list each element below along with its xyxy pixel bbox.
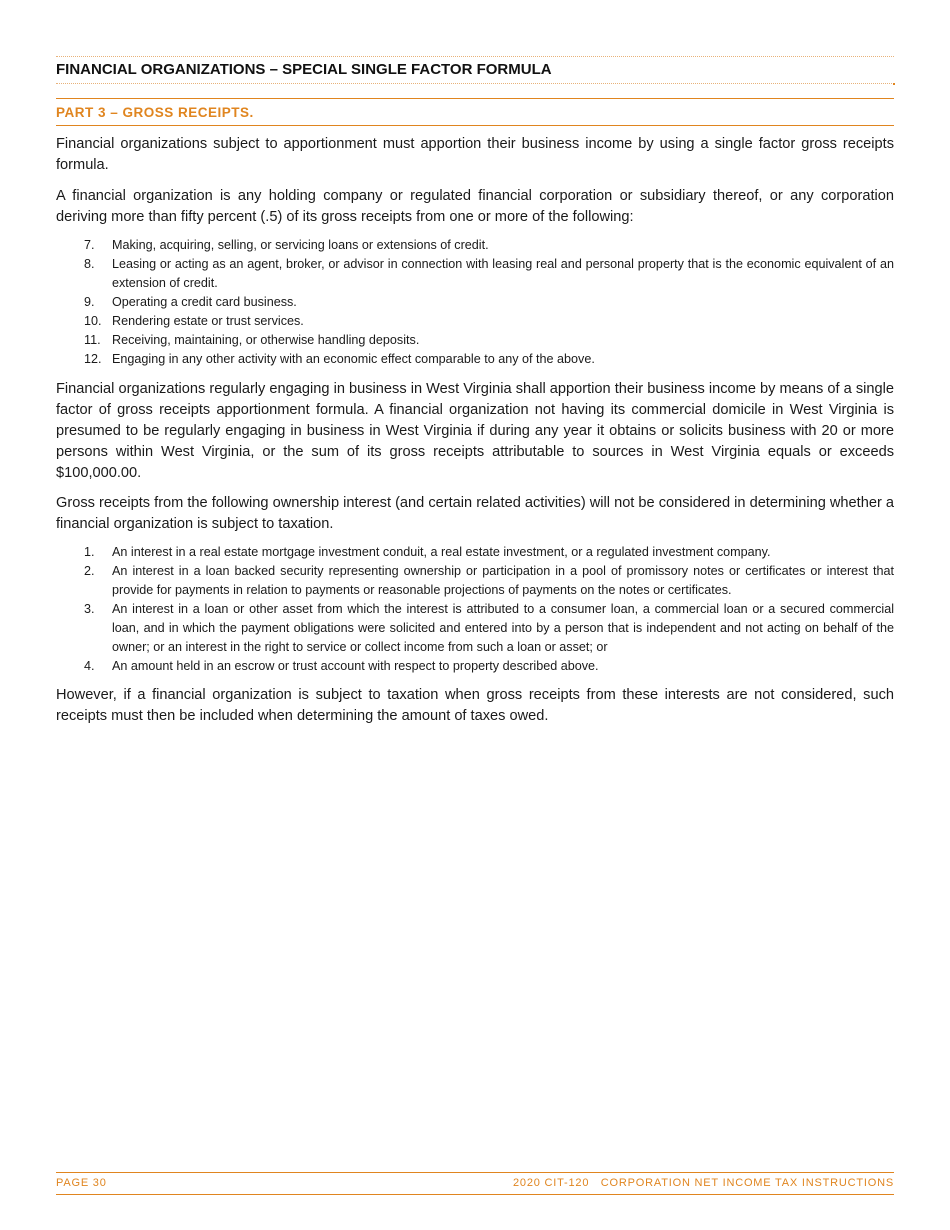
- part-header: [56, 98, 894, 126]
- list-item-text: An interest in a loan or other asset from which the interest is attributed to a consumer loan, a commercial loan or a secured commercial loan, and in which the payment obligations were solicited and entered into by a person that is independent and not acting on behalf of the owner; or an interest in the right to service or collect income from such a loan or asset; or: [112, 602, 894, 654]
- paragraph-apportionment: Financial organizations subject to apportionment must apportion their business income by using a single factor gross receipts formula.: [56, 136, 894, 173]
- list-item: [56, 657, 894, 676]
- list-item-number: 8.: [84, 257, 95, 271]
- header-accent-dot: [893, 83, 895, 85]
- list-item-number: 7.: [84, 238, 95, 252]
- list-item: [56, 562, 894, 600]
- list-item-text: Making, acquiring, selling, or servicing loans or extensions of credit.: [112, 238, 489, 252]
- list-item: [56, 255, 894, 293]
- list-item-text: Receiving, maintaining, or otherwise handling deposits.: [112, 333, 420, 347]
- list-item-text: Rendering estate or trust services.: [112, 314, 304, 328]
- section-header: [56, 56, 894, 84]
- document-page: [56, 0, 894, 1230]
- paragraph-definition: A financial organization is any holding company or regulated financial corporation or subsidiary thereof, or any corporation deriving more than fifty percent (.5) of its gross receipts from one or more of the following:: [56, 188, 894, 225]
- list-item-number: 1.: [84, 545, 95, 559]
- document-title: 2020 CIT-120 CORPORATION NET INCOME TAX INSTRUCTIONS: [512, 1177, 894, 1189]
- list-item: [56, 293, 894, 312]
- activities-list: [56, 236, 894, 369]
- page-number: PAGE 30: [56, 1177, 107, 1189]
- list-item: [56, 600, 894, 657]
- list-item-number: 10.: [84, 314, 102, 328]
- paragraph-taxes-owed: However, if a financial organization is subject to taxation when gross receipts from these interests are not considered, such receipts must then be included when determining the amount of taxes owed.: [56, 687, 894, 724]
- section-title: FINANCIAL ORGANIZATIONS – SPECIAL SINGLE FACTOR FORMULA: [56, 61, 552, 78]
- paragraph-regular-business: Financial organizations regularly engaging in business in West Virginia shall apportion their business income by means of a single factor of gross receipts apportionment formula. A financial organization not having its commercial domicile in West Virginia is presumed to be regularly engaging in business in West Virginia if during any year it obtains or solicits business with 20 or more persons within West Virginia, or the sum of its gross receipts attributable to sources in West Virginia equals or exceeds $100,000.00.: [56, 381, 894, 481]
- list-item-text: Leasing or acting as an agent, broker, or advisor in connection with leasing real and personal property that is the economic equivalent of an extension of credit.: [112, 257, 894, 290]
- list-item-number: 9.: [84, 295, 95, 309]
- list-item: [56, 543, 894, 562]
- list-item-number: 3.: [84, 602, 95, 616]
- list-item: [56, 312, 894, 331]
- list-item: [56, 236, 894, 255]
- excluded-interests-list: [56, 543, 894, 676]
- list-item-text: Operating a credit card business.: [112, 295, 297, 309]
- part-title: PART 3 – GROSS RECEIPTS.: [56, 105, 254, 120]
- list-item-text: An amount held in an escrow or trust account with respect to property described above.: [112, 659, 599, 673]
- list-item-text: An interest in a loan backed security representing ownership or participation in a pool of promissory notes or certificates or interest that provide for payments in relation to payments or reasonable projections of payments on the notes or certificates.: [112, 564, 894, 597]
- list-item-number: 12.: [84, 352, 102, 366]
- list-item: [56, 350, 894, 369]
- list-item-number: 11.: [84, 333, 101, 347]
- page-footer: [56, 1172, 894, 1195]
- list-item-number: 4.: [84, 659, 95, 673]
- list-item-text: Engaging in any other activity with an economic effect comparable to any of the above.: [112, 352, 595, 366]
- paragraph-exclusions-intro: Gross receipts from the following ownership interest (and certain related activities) will not be considered in determining whether a financial organization is subject to taxation.: [56, 495, 894, 532]
- list-item-text: An interest in a real estate mortgage investment conduit, a real estate investment, or a regulated investment company.: [112, 545, 771, 559]
- list-item-number: 2.: [84, 564, 95, 578]
- list-item: [56, 331, 894, 350]
